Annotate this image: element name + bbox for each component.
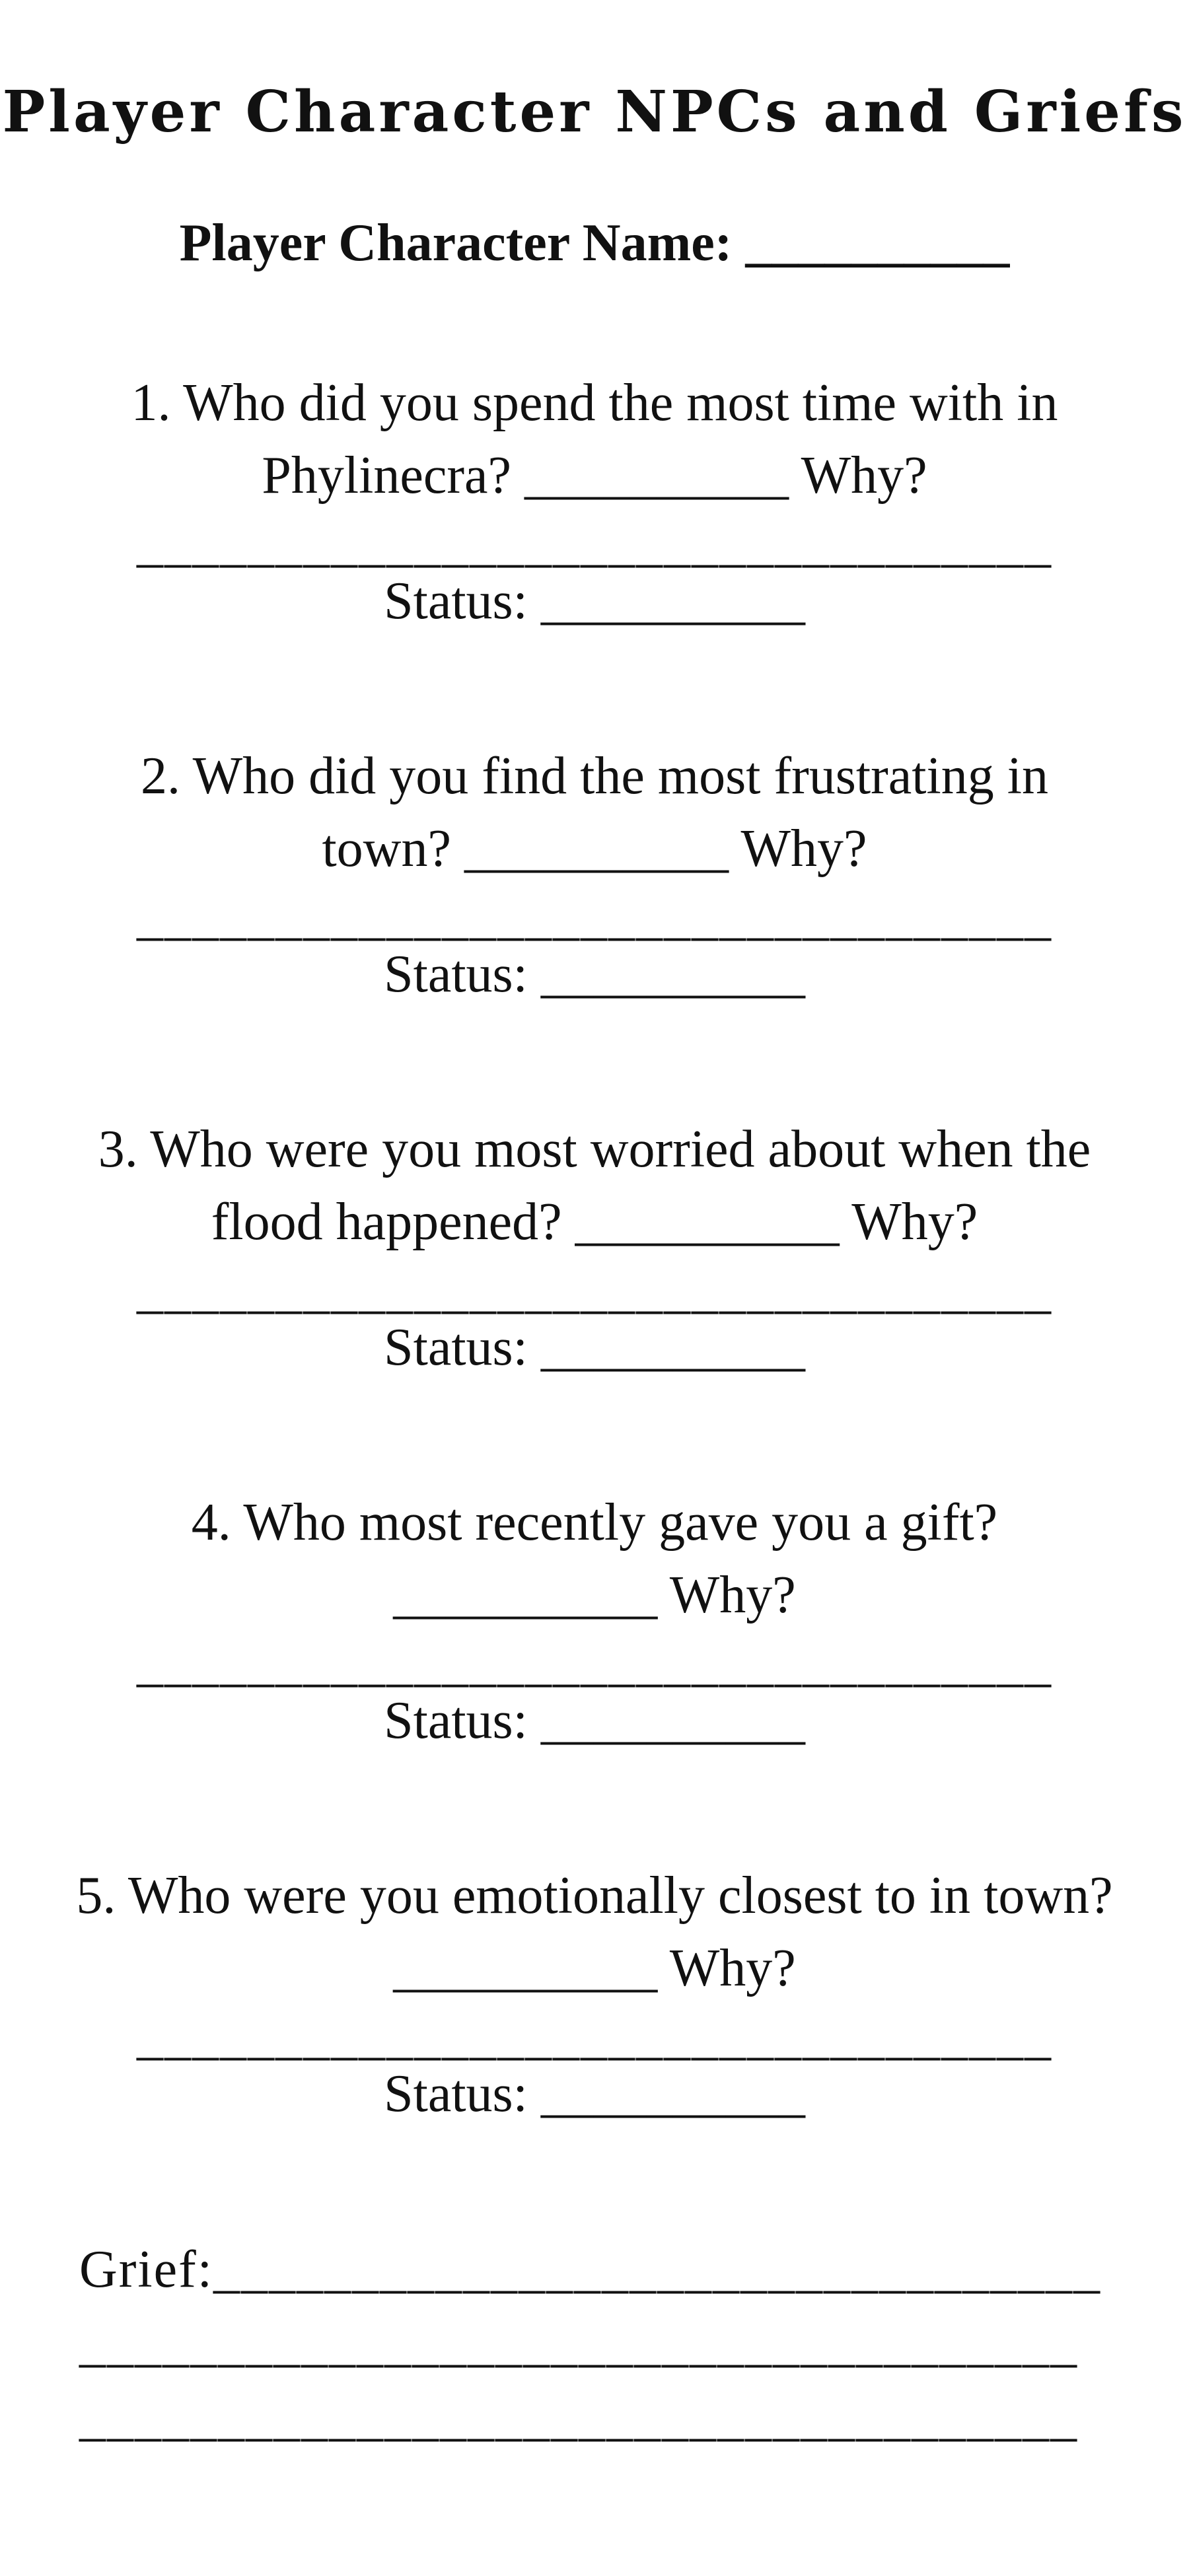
grief-blank-line-3: ____________________________________ — [79, 2388, 1078, 2447]
question-5 — [59, 1859, 1130, 2125]
question-4 — [59, 1486, 1130, 1752]
question-1-prompt: 1. Who did you spend the most time with in — [131, 374, 1058, 432]
question-5-status-field: Status: __________ — [384, 2065, 805, 2123]
question-4-prompt: 4. Who most recently gave you a gift? — [191, 1493, 998, 1552]
question-2-status-field: Status: __________ — [384, 945, 805, 1003]
question-3 — [59, 1113, 1130, 1378]
question-5-prompt: 5. Who were you emotionally closest to in town? — [76, 1867, 1113, 1925]
question-1 — [59, 367, 1130, 632]
page-title: Player Character NPCs and Griefs — [2, 79, 1187, 145]
question-4-why-blank: _________________________________ — [137, 1634, 1052, 1692]
grief-field: Grief:________________________________ — [79, 2240, 1102, 2299]
question-2-who-field: town? __________ Why? — [322, 820, 867, 878]
question-3-who-field: flood happened? __________ Why? — [211, 1193, 978, 1251]
question-5-who-field: __________ Why? — [393, 1939, 796, 1997]
player-character-name-field: Player Character Name: __________ — [179, 214, 1010, 272]
grief-section — [79, 2233, 1123, 2454]
question-2 — [59, 740, 1130, 1005]
question-3-status-field: Status: __________ — [384, 1318, 805, 1377]
question-5-why-blank: _________________________________ — [137, 2007, 1052, 2065]
question-2-prompt: 2. Who did you find the most frustrating in — [141, 747, 1048, 805]
grief-blank-line-2: ____________________________________ — [79, 2314, 1078, 2373]
question-2-why-blank: _________________________________ — [137, 888, 1052, 946]
question-3-why-blank: _________________________________ — [137, 1261, 1052, 1319]
question-1-who-field: Phylinecra? __________ Why? — [262, 447, 927, 505]
question-3-prompt: 3. Who were you most worried about when the — [98, 1120, 1091, 1178]
question-4-status-field: Status: __________ — [384, 1692, 805, 1750]
question-1-status-field: Status: __________ — [384, 572, 805, 630]
question-1-why-blank: _________________________________ — [137, 515, 1052, 573]
question-4-who-field: __________ Why? — [393, 1566, 796, 1624]
